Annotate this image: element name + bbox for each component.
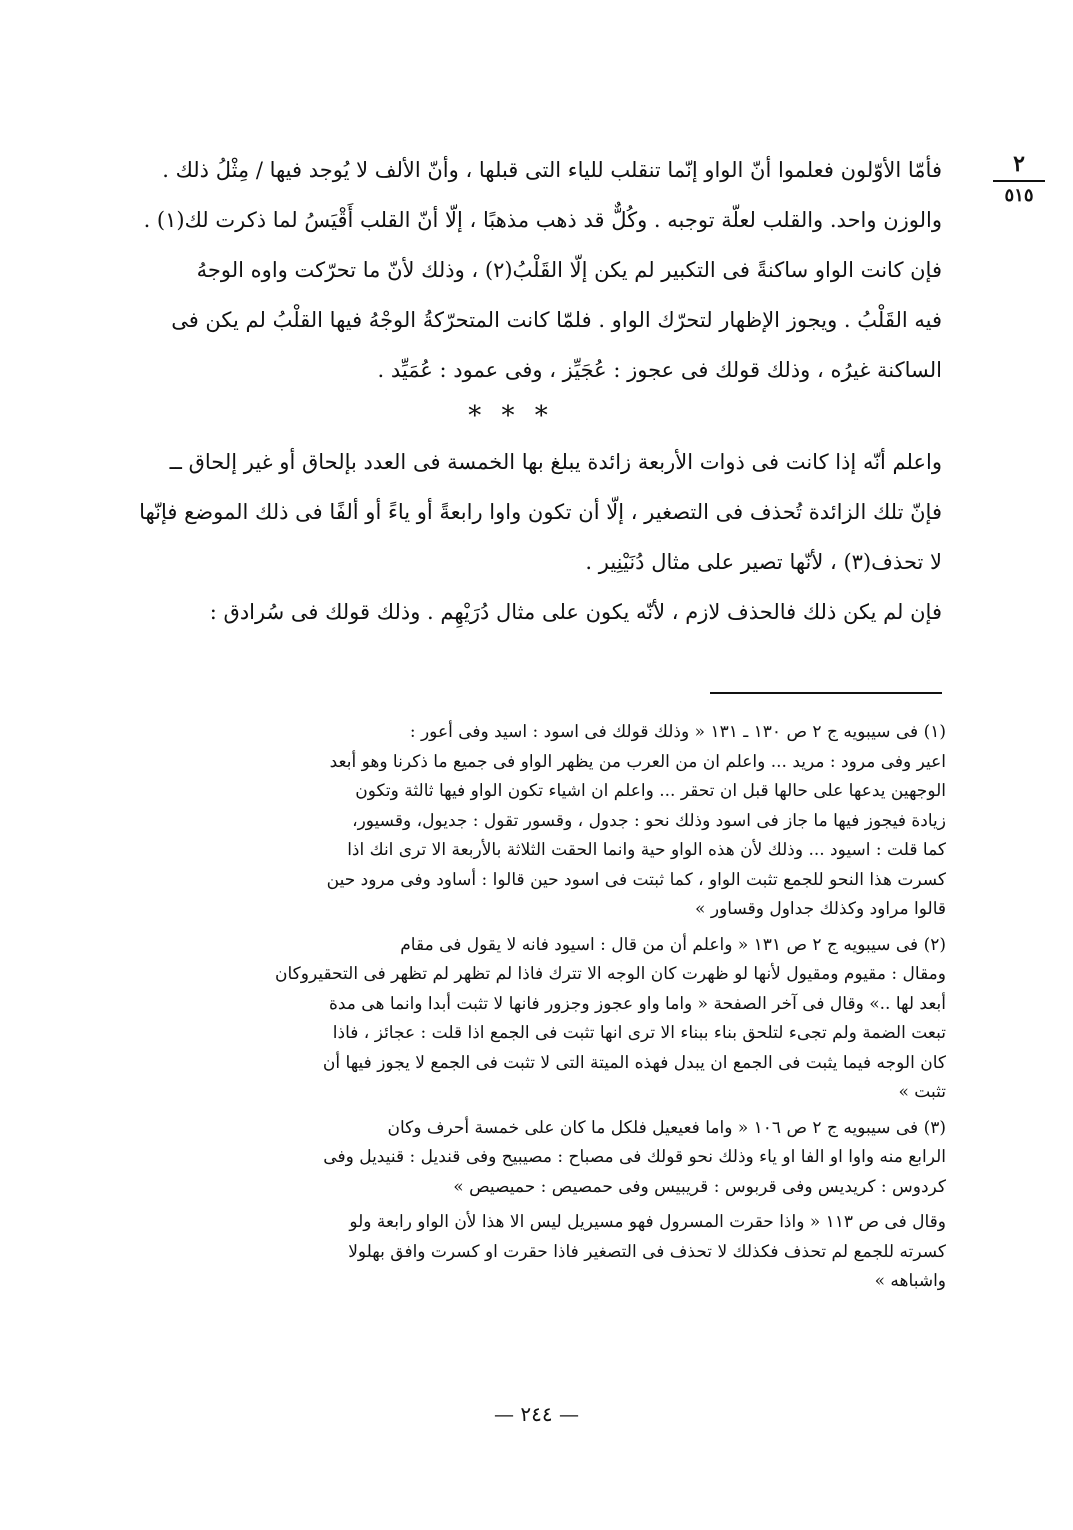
footnote-line: تثبت » — [898, 1082, 946, 1102]
footnote-line: الرابع منه واوا او الفا او ياء وذلك نحو قولك فى مصباح : مصيبيح وفى قنديل : قنيديل وفى — [323, 1147, 946, 1167]
section-separator: * * * — [468, 401, 554, 431]
footnote-line: (٣) فى سيبويه ج ٢ ص ١٠٦ « واما فعيعيل فلكل ما كان على خمسة أحرف وكان — [387, 1117, 946, 1138]
footnote-line: كردوس : كريديس وفى قربوس : قريبيس وفى حمصيص : حميصيص » — [453, 1176, 946, 1197]
footnote-line: كسرته للجمع لم تحذف فكذلك لا تحذف فى التصغير فاذا حقرت او كسرت وافق بهلولا — [348, 1241, 946, 1262]
footnote-line: واشباهه » — [874, 1271, 946, 1291]
margin-reference — [993, 150, 1045, 207]
footnote-3 — [76, 1114, 946, 1203]
footnote-3-continued — [76, 1208, 946, 1297]
text-line: فإن لم يكن ذلك فالحذف لازم ، لأنّه يكون على مثال دُرَيْهِم . وذلك قولك فى سُرادق : — [209, 600, 942, 624]
footnote-line: أبعد لها ..» وقال فى آخر الصفحة « واما واو عجوز وجزور فانها لا تثبت أبدا وانما هى مدة — [328, 993, 946, 1014]
footnote-1 — [76, 718, 946, 925]
footnote-line: كسرت هذا النحو للجمع تثبت الواو ، كما ثبتت فى اسود حين قالوا : أساود وفى مرود حين — [326, 869, 946, 890]
footnote-line: زيادة فيجوز فيها ما جاز فى اسود وذلك نحو : جدول ، وقسور تقول : جديول، وقسيور، — [352, 810, 946, 831]
text-line: الساكنة غيرُه ، وذلك قولك فى عجوز : عُجَيِّز ، وفى عمود : عُمَيِّد . — [377, 358, 942, 382]
margin-page-number: ٥١٥ — [1004, 185, 1034, 206]
footnotes — [76, 718, 946, 1303]
footnote-line: تبعت الضمة ولم تجىء لتلحق بناء ببناء الا ترى انها تثبت فى الجمع اذا قلت : عجائز ، فاذا — [332, 1023, 946, 1043]
footnote-line: قالوا مراود وكذلك جداول وقساور » — [695, 899, 946, 919]
footnote-line: كان الوجه فيما يثبت فى الجمع ان يبدل فهذه الميتة التى لا تثبت فى الجمع لا يجوز فيها أن — [322, 1052, 946, 1073]
footnote-2 — [76, 931, 946, 1108]
footnote-line: (١) فى سيبويه ج ٢ ص ١٣٠ ـ ١٣١ « وذلك قولك فى اسود : اسيد وفى أعور : — [409, 722, 946, 742]
footnote-line: كما قلت : اسيود ... وذلك لأن هذه الواو حية وانما الحقت الثلاثة بالأربعة الا ترى انك اذا — [347, 840, 946, 860]
text-line: فيه القَلْبُ . ويجوز الإظهار لتحرّك الواو . فلمّا كانت المتحرّكةُ الوجْهُ فيها القلْبُ لم يكن فى — [171, 308, 942, 332]
footnote-line: الوجهين يدعها على حالها قبل ان تحقر ... واعلم ان اشياء تكون الواو فيها ثالثة وتكون — [355, 781, 946, 801]
main-text-top — [80, 145, 942, 637]
text-line: فإن كانت الواو ساكنةً فى التكبير لم يكن إلّا القَلْبُ(٢) ، وذلك لأنّ ما تحرّكت واوه الوجهُ — [196, 258, 942, 282]
footnote-line: وقال فى ص ١١٣ « واذا حقرت المسرول فهو مسيريل ليس الا هذا لأن الواو رابعة ولو — [349, 1212, 946, 1232]
text-line: والوزن واحد. والقلب لعلّة توجبه . وكُلٌّ قد ذهب مذهبًا ، إلّا أنّ القلب أَقْيَسُ لما ذكرت لك(١) . — [143, 208, 942, 232]
text-line: واعلم أنّه إذا كانت فى ذوات الأربعة زائدة يبلغ بها الخمسة فى العدد بإلحاق أو غير إلحاق ــ — [169, 450, 942, 474]
footnote-separator-rule — [710, 692, 942, 694]
footnote-line: (٢) فى سيبويه ج ٢ ص ١٣١ « واعلم أن من قال : اسيود فانه لا يقول فى مقام — [400, 934, 946, 955]
page-number: — ٢٤٤ — — [494, 1402, 579, 1426]
margin-reference-rule — [993, 180, 1045, 182]
text-line: لا تحذف(٣) ، لأنّها تصير على مثال دُنَيْنِير . — [585, 550, 942, 574]
margin-volume-number: ٢ — [1013, 151, 1025, 177]
footnote-line: ومقال : مقيوم ومقيول لأنها لو ظهرت كان الوجه الا تترك فاذا لم تظهر لم تظهر فى التحقيروكان — [274, 964, 946, 984]
footnote-line: اعير وفى مرود : مريد ... واعلم ان من العرب من يظهر الواو فى جميع ما ذكرنا وهو أبعد — [329, 751, 946, 772]
text-line: فأمّا الأوّلون فعلموا أنّ الواو إنّما تنقلب للياء التى قبلها ، وأنّ الألف لا يُوجد فيها / مِثْلُ ذلك . — [162, 158, 942, 182]
text-line: فإنّ تلك الزائدة تُحذف فى التصغير ، إلّا أن تكون واوا رابعةً أو ياءً أو ألفًا فى ذلك الموضع فإنّها — [139, 500, 942, 524]
